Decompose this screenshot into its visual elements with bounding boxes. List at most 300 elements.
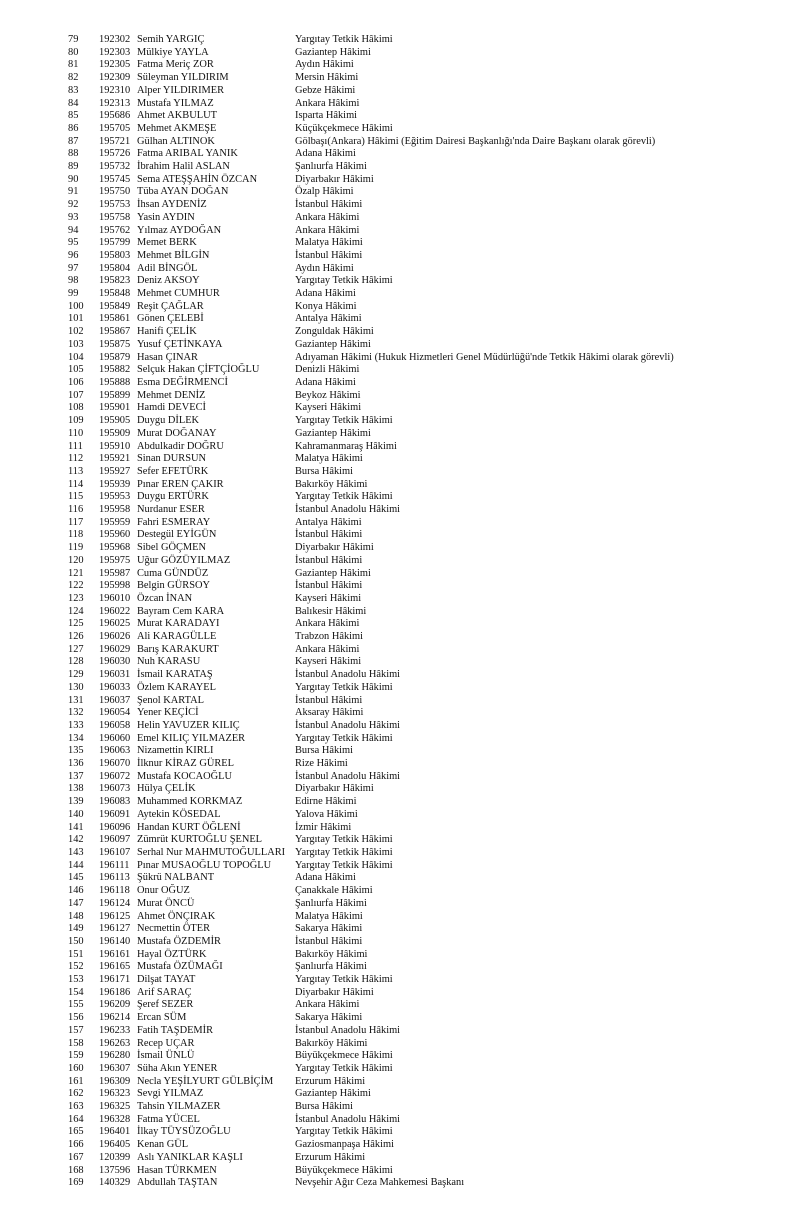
registry-number: 196125 bbox=[99, 910, 131, 922]
assignment: Bakırköy Hâkimi bbox=[295, 1037, 368, 1049]
registry-number: 195758 bbox=[99, 211, 131, 223]
list-row bbox=[0, 1101, 798, 1114]
registry-number: 192310 bbox=[99, 84, 131, 96]
list-row bbox=[0, 98, 798, 111]
person-name: Mehmet CUMHUR bbox=[137, 288, 220, 300]
person-name: Alper YILDIRIMER bbox=[137, 84, 225, 96]
person-name: Pınar EREN ÇAKIR bbox=[137, 478, 224, 490]
list-row bbox=[0, 885, 798, 898]
assignment: Şanlıurfa Hâkimi bbox=[295, 897, 367, 909]
list-row bbox=[0, 199, 798, 212]
assignment: Ankara Hâkimi bbox=[295, 97, 360, 109]
registry-number: 196026 bbox=[99, 631, 131, 643]
row-number: 119 bbox=[68, 542, 84, 554]
row-number: 156 bbox=[68, 1012, 84, 1024]
person-name: Necmettin ÖTER bbox=[137, 923, 211, 935]
registry-number: 195861 bbox=[99, 313, 131, 325]
row-number: 80 bbox=[68, 46, 79, 58]
person-name: Fatma ARIBAL YANIK bbox=[137, 148, 238, 160]
registry-number: 195975 bbox=[99, 554, 131, 566]
list-row bbox=[0, 580, 798, 593]
row-number: 147 bbox=[68, 897, 84, 909]
person-name: Yener KEÇİCİ bbox=[137, 707, 199, 719]
person-name: Mehmet BİLGİN bbox=[137, 249, 210, 261]
assignment: Gaziantep Hâkimi bbox=[295, 427, 371, 439]
registry-number: 195899 bbox=[99, 389, 131, 401]
registry-number: 196140 bbox=[99, 935, 131, 947]
registry-number: 196030 bbox=[99, 656, 131, 668]
assignment: Yargıtay Tetkik Hâkimi bbox=[295, 834, 393, 846]
registry-number: 196031 bbox=[99, 669, 131, 681]
registry-number: 195939 bbox=[99, 478, 131, 490]
registry-number: 196083 bbox=[99, 796, 131, 808]
list-row bbox=[0, 504, 798, 517]
registry-number: 195705 bbox=[99, 122, 131, 134]
row-number: 112 bbox=[68, 453, 84, 465]
row-number: 101 bbox=[68, 313, 84, 325]
person-name: Uğur GÖZÜYILMAZ bbox=[137, 554, 231, 566]
person-name: Barış KARAKURT bbox=[137, 643, 219, 655]
assignment: Bursa Hâkimi bbox=[295, 745, 354, 757]
registry-number: 137596 bbox=[99, 1164, 131, 1176]
list-row bbox=[0, 529, 798, 542]
person-name: Helin YAVUZER KILIÇ bbox=[137, 719, 240, 731]
person-name: Onur OĞUZ bbox=[137, 885, 190, 897]
registry-number: 196401 bbox=[99, 1126, 131, 1138]
person-name: Reşit ÇAĞLAR bbox=[137, 300, 204, 312]
registry-number: 120399 bbox=[99, 1151, 131, 1163]
row-number: 152 bbox=[68, 961, 84, 973]
registry-number: 195921 bbox=[99, 453, 131, 465]
list-row bbox=[0, 809, 798, 822]
row-number: 117 bbox=[68, 516, 84, 528]
registry-number: 196171 bbox=[99, 974, 131, 986]
registry-number: 195750 bbox=[99, 186, 131, 198]
list-row bbox=[0, 1038, 798, 1051]
registry-number: 196096 bbox=[99, 821, 131, 833]
person-name: Murat KARADAYI bbox=[137, 618, 220, 630]
registry-number: 195848 bbox=[99, 288, 131, 300]
list-row bbox=[0, 364, 798, 377]
list-row bbox=[0, 72, 798, 85]
list-row bbox=[0, 415, 798, 428]
row-number: 81 bbox=[68, 59, 79, 71]
person-name: Mehmet AKMEŞE bbox=[137, 122, 217, 134]
assignment: Bursa Hâkimi bbox=[295, 465, 354, 477]
registry-number: 196405 bbox=[99, 1139, 131, 1151]
registry-number: 195753 bbox=[99, 199, 131, 211]
registry-number: 196127 bbox=[99, 923, 131, 935]
person-name: Özlem KARAYEL bbox=[137, 681, 216, 693]
row-number: 159 bbox=[68, 1050, 84, 1062]
list-row bbox=[0, 237, 798, 250]
list-row bbox=[0, 822, 798, 835]
person-name: Necla YEŞİLYURT GÜLBİÇİM bbox=[137, 1075, 274, 1087]
person-name: Belgin GÜRSOY bbox=[137, 580, 211, 592]
assignment: Zonguldak Hâkimi bbox=[295, 326, 374, 338]
assignment: Adana Hâkimi bbox=[295, 148, 356, 160]
list-row bbox=[0, 593, 798, 606]
assignment: Gebze Hâkimi bbox=[295, 84, 356, 96]
list-row bbox=[0, 847, 798, 860]
registry-number: 196022 bbox=[99, 605, 131, 617]
person-name: Mustafa YILMAZ bbox=[137, 97, 214, 109]
assignment: İstanbul Anadolu Hâkimi bbox=[295, 770, 401, 782]
assignment: Büyükçekmece Hâkimi bbox=[295, 1050, 393, 1062]
assignment: Sakarya Hâkimi bbox=[295, 1012, 363, 1024]
list-row bbox=[0, 491, 798, 504]
person-name: Sinan DURSUN bbox=[137, 453, 206, 465]
row-number: 126 bbox=[68, 631, 84, 643]
list-row bbox=[0, 923, 798, 936]
assignment: Gaziantep Hâkimi bbox=[295, 46, 371, 58]
list-row bbox=[0, 1050, 798, 1063]
list-row bbox=[0, 999, 798, 1012]
row-number: 82 bbox=[68, 72, 79, 84]
assignment: Mersin Hâkimi bbox=[295, 72, 359, 84]
person-name: Tüba AYAN DOĞAN bbox=[137, 186, 229, 198]
assignment: Yargıtay Tetkik Hâkimi bbox=[295, 491, 393, 503]
person-name: Dilşat TAYAT bbox=[137, 974, 196, 986]
registry-number: 196010 bbox=[99, 592, 131, 604]
assignment: Ankara Hâkimi bbox=[295, 618, 360, 630]
registry-number: 196037 bbox=[99, 694, 131, 706]
list-row bbox=[0, 961, 798, 974]
person-name: Ercan SÜM bbox=[137, 1012, 187, 1024]
person-name: İbrahim Halil ASLAN bbox=[137, 161, 230, 173]
registry-number: 196325 bbox=[99, 1101, 131, 1113]
list-row bbox=[0, 479, 798, 492]
row-number: 94 bbox=[68, 224, 79, 236]
assignment: Diyarbakır Hâkimi bbox=[295, 986, 374, 998]
assignment: Denizli Hâkimi bbox=[295, 364, 360, 376]
list-row bbox=[0, 161, 798, 174]
registry-number: 195849 bbox=[99, 300, 131, 312]
row-number: 144 bbox=[68, 859, 84, 871]
assignment: Yargıtay Tetkik Hâkimi bbox=[295, 847, 393, 858]
row-number: 114 bbox=[68, 478, 84, 490]
assignment: Yargıtay Tetkik Hâkimi bbox=[295, 859, 393, 871]
assignment: İstanbul Hâkimi bbox=[295, 249, 363, 261]
row-number: 135 bbox=[68, 745, 84, 757]
person-name: Nizamettin KIRLI bbox=[137, 745, 214, 757]
person-name: Recep UÇAR bbox=[137, 1037, 195, 1049]
registry-number: 192303 bbox=[99, 46, 131, 58]
person-name: Mustafa KOCAOĞLU bbox=[137, 770, 232, 782]
row-number: 145 bbox=[68, 872, 84, 884]
row-number: 91 bbox=[68, 186, 79, 198]
row-number: 88 bbox=[68, 148, 79, 160]
person-name: Duygu ERTÜRK bbox=[137, 491, 209, 503]
assignment: Malatya Hâkimi bbox=[295, 453, 363, 465]
row-number: 86 bbox=[68, 122, 79, 134]
registry-number: 195745 bbox=[99, 173, 131, 185]
list-row bbox=[0, 987, 798, 1000]
list-row bbox=[0, 339, 798, 352]
registry-number: 196072 bbox=[99, 770, 131, 782]
person-name: Tahsin YILMAZER bbox=[137, 1101, 221, 1113]
person-name: Memet BERK bbox=[137, 237, 197, 249]
list-row bbox=[0, 1152, 798, 1165]
row-number: 133 bbox=[68, 719, 84, 731]
person-name: Ali KARAGÜLLE bbox=[137, 631, 217, 643]
person-name: Sefer EFETÜRK bbox=[137, 465, 209, 477]
registry-number: 196111 bbox=[99, 859, 130, 871]
registry-number: 195882 bbox=[99, 364, 131, 376]
assignment: Kayseri Hâkimi bbox=[295, 656, 362, 668]
list-row bbox=[0, 682, 798, 695]
person-name: Aytekin KÖSEDAL bbox=[137, 808, 221, 820]
list-row bbox=[0, 1076, 798, 1089]
row-number: 130 bbox=[68, 681, 84, 693]
personnel-list bbox=[0, 34, 798, 1190]
assignment: Bakırköy Hâkimi bbox=[295, 478, 368, 490]
list-row bbox=[0, 872, 798, 885]
person-name: Esma DEĞİRMENCİ bbox=[137, 376, 228, 388]
assignment: Bursa Hâkimi bbox=[295, 1101, 354, 1113]
registry-number: 196323 bbox=[99, 1088, 131, 1100]
list-row bbox=[0, 390, 798, 403]
assignment: Gaziantep Hâkimi bbox=[295, 338, 371, 350]
person-name: Sevgi YILMAZ bbox=[137, 1088, 204, 1100]
row-number: 93 bbox=[68, 211, 79, 223]
assignment: Malatya Hâkimi bbox=[295, 910, 363, 922]
assignment: Yalova Hâkimi bbox=[295, 808, 358, 820]
list-row bbox=[0, 1088, 798, 1101]
person-name: Murat DOĞANAY bbox=[137, 427, 217, 439]
row-number: 120 bbox=[68, 554, 84, 566]
person-name: Handan KURT ÖĞLENİ bbox=[137, 821, 241, 833]
list-row bbox=[0, 1114, 798, 1127]
row-number: 166 bbox=[68, 1139, 84, 1151]
registry-number: 196161 bbox=[99, 948, 131, 960]
assignment: İstanbul Hâkimi bbox=[295, 199, 363, 211]
list-row bbox=[0, 542, 798, 555]
row-number: 124 bbox=[68, 605, 84, 617]
registry-number: 196073 bbox=[99, 783, 131, 795]
row-number: 141 bbox=[68, 821, 84, 833]
registry-number: 195721 bbox=[99, 135, 131, 147]
person-name: Hanifi ÇELİK bbox=[137, 326, 197, 338]
assignment: İstanbul Anadolu Hâkimi bbox=[295, 504, 401, 516]
person-name: Gönen ÇELEBİ bbox=[137, 313, 204, 325]
assignment: İzmir Hâkimi bbox=[295, 821, 352, 833]
row-number: 118 bbox=[68, 529, 84, 541]
row-number: 163 bbox=[68, 1101, 84, 1113]
registry-number: 195998 bbox=[99, 580, 131, 592]
list-row bbox=[0, 47, 798, 60]
registry-number: 195799 bbox=[99, 237, 131, 249]
list-row bbox=[0, 707, 798, 720]
registry-number: 195726 bbox=[99, 148, 131, 160]
row-number: 162 bbox=[68, 1088, 84, 1100]
list-row bbox=[0, 974, 798, 987]
list-row bbox=[0, 758, 798, 771]
registry-number: 196097 bbox=[99, 834, 131, 846]
row-number: 85 bbox=[68, 110, 79, 122]
row-number: 154 bbox=[68, 986, 84, 998]
row-number: 108 bbox=[68, 402, 84, 414]
list-row bbox=[0, 568, 798, 581]
row-number: 153 bbox=[68, 974, 84, 986]
registry-number: 195958 bbox=[99, 504, 131, 516]
registry-number: 196328 bbox=[99, 1113, 131, 1125]
registry-number: 196118 bbox=[99, 885, 130, 897]
row-number: 99 bbox=[68, 288, 79, 300]
list-row bbox=[0, 326, 798, 339]
row-number: 158 bbox=[68, 1037, 84, 1049]
list-row bbox=[0, 771, 798, 784]
list-row bbox=[0, 618, 798, 631]
row-number: 122 bbox=[68, 580, 84, 592]
assignment: Trabzon Hâkimi bbox=[295, 631, 364, 643]
row-number: 127 bbox=[68, 643, 84, 655]
row-number: 89 bbox=[68, 161, 79, 173]
person-name: Şükrü NALBANT bbox=[137, 872, 215, 884]
registry-number: 196107 bbox=[99, 847, 131, 858]
person-name: Ahmet ÖNÇIRAK bbox=[137, 910, 216, 922]
registry-number: 195732 bbox=[99, 161, 131, 173]
registry-number: 196186 bbox=[99, 986, 131, 998]
row-number: 121 bbox=[68, 567, 84, 579]
assignment: Erzurum Hâkimi bbox=[295, 1151, 366, 1163]
list-row bbox=[0, 59, 798, 72]
person-name: Emel KILIÇ YILMAZER bbox=[137, 732, 246, 744]
registry-number: 195909 bbox=[99, 427, 131, 439]
person-name: Fahri ESMERAY bbox=[137, 516, 211, 528]
list-row bbox=[0, 288, 798, 301]
assignment: İstanbul Hâkimi bbox=[295, 694, 363, 706]
row-number: 98 bbox=[68, 275, 79, 287]
row-number: 139 bbox=[68, 796, 84, 808]
row-number: 136 bbox=[68, 758, 84, 770]
list-row bbox=[0, 428, 798, 441]
row-number: 165 bbox=[68, 1126, 84, 1138]
person-name: Süha Akın YENER bbox=[137, 1062, 218, 1074]
person-name: Mustafa ÖZÜMAĞI bbox=[137, 961, 223, 973]
assignment: Ankara Hâkimi bbox=[295, 643, 360, 655]
person-name: Nuh KARASU bbox=[137, 656, 201, 668]
person-name: Mustafa ÖZDEMİR bbox=[137, 935, 221, 947]
person-name: İlknur KİRAZ GÜREL bbox=[137, 758, 234, 770]
list-row bbox=[0, 466, 798, 479]
assignment: Adana Hâkimi bbox=[295, 376, 356, 388]
assignment: İstanbul Anadolu Hâkimi bbox=[295, 1113, 401, 1125]
list-row bbox=[0, 631, 798, 644]
assignment: Sakarya Hâkimi bbox=[295, 923, 363, 935]
row-number: 138 bbox=[68, 783, 84, 795]
list-row bbox=[0, 123, 798, 136]
list-row bbox=[0, 695, 798, 708]
assignment: Diyarbakır Hâkimi bbox=[295, 173, 374, 185]
assignment: Edirne Hâkimi bbox=[295, 796, 357, 808]
registry-number: 196054 bbox=[99, 707, 131, 719]
registry-number: 195867 bbox=[99, 326, 131, 338]
assignment: Ankara Hâkimi bbox=[295, 999, 360, 1011]
list-row bbox=[0, 1025, 798, 1038]
person-name: Serhal Nur MAHMUTOĞULLARI bbox=[137, 847, 286, 858]
list-row bbox=[0, 377, 798, 390]
list-row bbox=[0, 1139, 798, 1152]
registry-number: 196029 bbox=[99, 643, 131, 655]
person-name: Şenol KARTAL bbox=[137, 694, 204, 706]
assignment: Aydın Hâkimi bbox=[295, 262, 354, 274]
registry-number: 195879 bbox=[99, 351, 131, 363]
row-number: 160 bbox=[68, 1062, 84, 1074]
row-number: 102 bbox=[68, 326, 84, 338]
assignment: Konya Hâkimi bbox=[295, 300, 357, 312]
person-name: Mülkiye YAYLA bbox=[137, 46, 209, 58]
person-name: Aslı YANIKLAR KAŞLI bbox=[137, 1151, 243, 1163]
person-name: Hasan TÜRKMEN bbox=[137, 1164, 217, 1176]
row-number: 132 bbox=[68, 707, 84, 719]
registry-number: 195960 bbox=[99, 529, 131, 541]
row-number: 149 bbox=[68, 923, 84, 935]
row-number: 87 bbox=[68, 135, 79, 147]
list-row bbox=[0, 1177, 798, 1190]
person-name: İsmail KARATAŞ bbox=[137, 669, 213, 681]
row-number: 131 bbox=[68, 694, 84, 706]
assignment: Şanlıurfa Hâkimi bbox=[295, 161, 367, 173]
registry-number: 196165 bbox=[99, 961, 131, 973]
registry-number: 196033 bbox=[99, 681, 131, 693]
person-name: Abdullah TAŞTAN bbox=[137, 1177, 218, 1189]
row-number: 109 bbox=[68, 415, 84, 427]
assignment: Yargıtay Tetkik Hâkimi bbox=[295, 415, 393, 427]
row-number: 155 bbox=[68, 999, 84, 1011]
registry-number: 192302 bbox=[99, 34, 131, 45]
person-name: Gülhan ALTINOK bbox=[137, 135, 215, 147]
list-row bbox=[0, 644, 798, 657]
list-row bbox=[0, 148, 798, 161]
registry-number: 195803 bbox=[99, 249, 131, 261]
registry-number: 196263 bbox=[99, 1037, 131, 1049]
list-row bbox=[0, 110, 798, 123]
person-name: Nurdanur ESER bbox=[137, 504, 205, 516]
person-name: Özcan İNAN bbox=[137, 592, 193, 604]
registry-number: 195927 bbox=[99, 465, 131, 477]
assignment: Küçükçekmece Hâkimi bbox=[295, 122, 393, 134]
assignment: İstanbul Anadolu Hâkimi bbox=[295, 719, 401, 731]
person-name: Selçuk Hakan ÇİFTÇİOĞLU bbox=[137, 364, 260, 376]
row-number: 104 bbox=[68, 351, 84, 363]
assignment: Adıyaman Hâkimi (Hukuk Hizmetleri Genel Müdürlüğü'nde Tetkik Hâkimi olarak görevli) bbox=[295, 351, 674, 363]
row-number: 90 bbox=[68, 173, 79, 185]
assignment: Yargıtay Tetkik Hâkimi bbox=[295, 681, 393, 693]
person-name: Bayram Cem KARA bbox=[137, 605, 225, 617]
registry-number: 195968 bbox=[99, 542, 131, 554]
list-row bbox=[0, 402, 798, 415]
person-name: Ahmet AKBULUT bbox=[137, 110, 217, 122]
list-row bbox=[0, 936, 798, 949]
assignment: İstanbul Hâkimi bbox=[295, 580, 363, 592]
list-row bbox=[0, 174, 798, 187]
person-name: Arif SARAÇ bbox=[137, 986, 192, 998]
registry-number: 196233 bbox=[99, 1024, 131, 1036]
row-number: 92 bbox=[68, 199, 79, 211]
row-number: 123 bbox=[68, 592, 84, 604]
assignment: Beykoz Hâkimi bbox=[295, 389, 361, 401]
person-name: Şeref SEZER bbox=[137, 999, 194, 1011]
list-row bbox=[0, 186, 798, 199]
list-row bbox=[0, 733, 798, 746]
row-number: 83 bbox=[68, 84, 79, 96]
row-number: 116 bbox=[68, 504, 84, 516]
registry-number: 196113 bbox=[99, 872, 130, 884]
list-row bbox=[0, 453, 798, 466]
registry-number: 196124 bbox=[99, 897, 131, 909]
assignment: Malatya Hâkimi bbox=[295, 237, 363, 249]
